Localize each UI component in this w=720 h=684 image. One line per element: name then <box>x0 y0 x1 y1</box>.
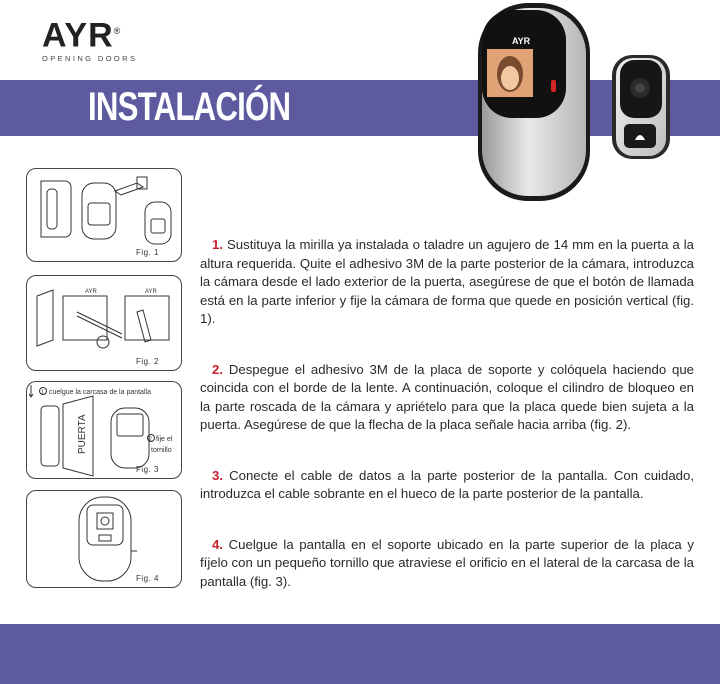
brand-logo <box>42 14 152 63</box>
figure-2-label: Fig. 2 <box>135 357 159 366</box>
step-4: 4. Cuelgue la pantalla en el soporte ubicado en la parte superior de la placa y fíjelo con un pequeño tornillo que atraviese el orificio en el lateral de la carcasa de la pantalla (fig. 3). <box>200 536 694 589</box>
brand-tagline: OPENING DOORS <box>42 54 138 64</box>
monitor-logo: AYR <box>512 36 531 46</box>
figure-1 <box>26 168 182 262</box>
figure-1-label: Fig. 1 <box>135 248 159 257</box>
figure-3 <box>26 381 182 479</box>
fig3-step2-line2: tornillo <box>151 447 172 454</box>
fig2-logo-right: AYR <box>145 289 157 295</box>
fig3-step1: cuelgue la carcasa de la pantalla <box>49 389 151 396</box>
step-2: 2. Despegue el adhesivo 3M de la placa de soporte y colóquela haciendo que coincida con el borde de la lente. A continuación, coloque el cilindro de bloqueo en la parte roscada de la cámara y apriételo para que la placa quede bien sujeta a la puerta. Asegúrese de que la flecha de la placa señale hacia arriba (fig. 2). <box>200 361 694 432</box>
step-1: 1. Sustituya la mirilla ya instalada o taladre un agujero de 14 mm en la puerta a la altura requerida. Quite el adhesivo 3M de la parte posterior de la cámara, introduzca la cámara desde el lado exterior de la puerta, asegúrese de que el botón de llamada está en la parte inferior y fije la cámara de forma que quede en posición vertical (fig. 1). <box>200 237 694 326</box>
figure-4 <box>26 490 182 588</box>
figure-2 <box>26 275 182 371</box>
product-image <box>470 0 720 205</box>
figure-2-illustration <box>27 276 181 370</box>
fig3-num1: 1 <box>41 389 44 396</box>
instructions <box>200 236 694 623</box>
figure-3-label: Fig. 3 <box>135 465 159 474</box>
footer-band <box>0 624 720 684</box>
figure-4-label: Fig. 4 <box>135 574 159 583</box>
page-title: INSTALACIÓN <box>88 85 291 129</box>
figure-3-illustration <box>27 382 181 478</box>
fig3-num2: 2 <box>149 436 152 443</box>
step-3: 3. Conecte el cable de datos a la parte posterior de la pantalla. Con cuidado, introduzca el cable sobrante en el hueco de la parte posterior de la pantalla. <box>200 467 694 501</box>
fig2-logo-left: AYR <box>85 289 97 295</box>
fig3-step2-line1: fije el <box>156 436 173 443</box>
figure-4-illustration <box>27 491 181 587</box>
logo-text: AYR® <box>42 16 122 55</box>
fig3-door: PUERTA <box>77 414 88 454</box>
